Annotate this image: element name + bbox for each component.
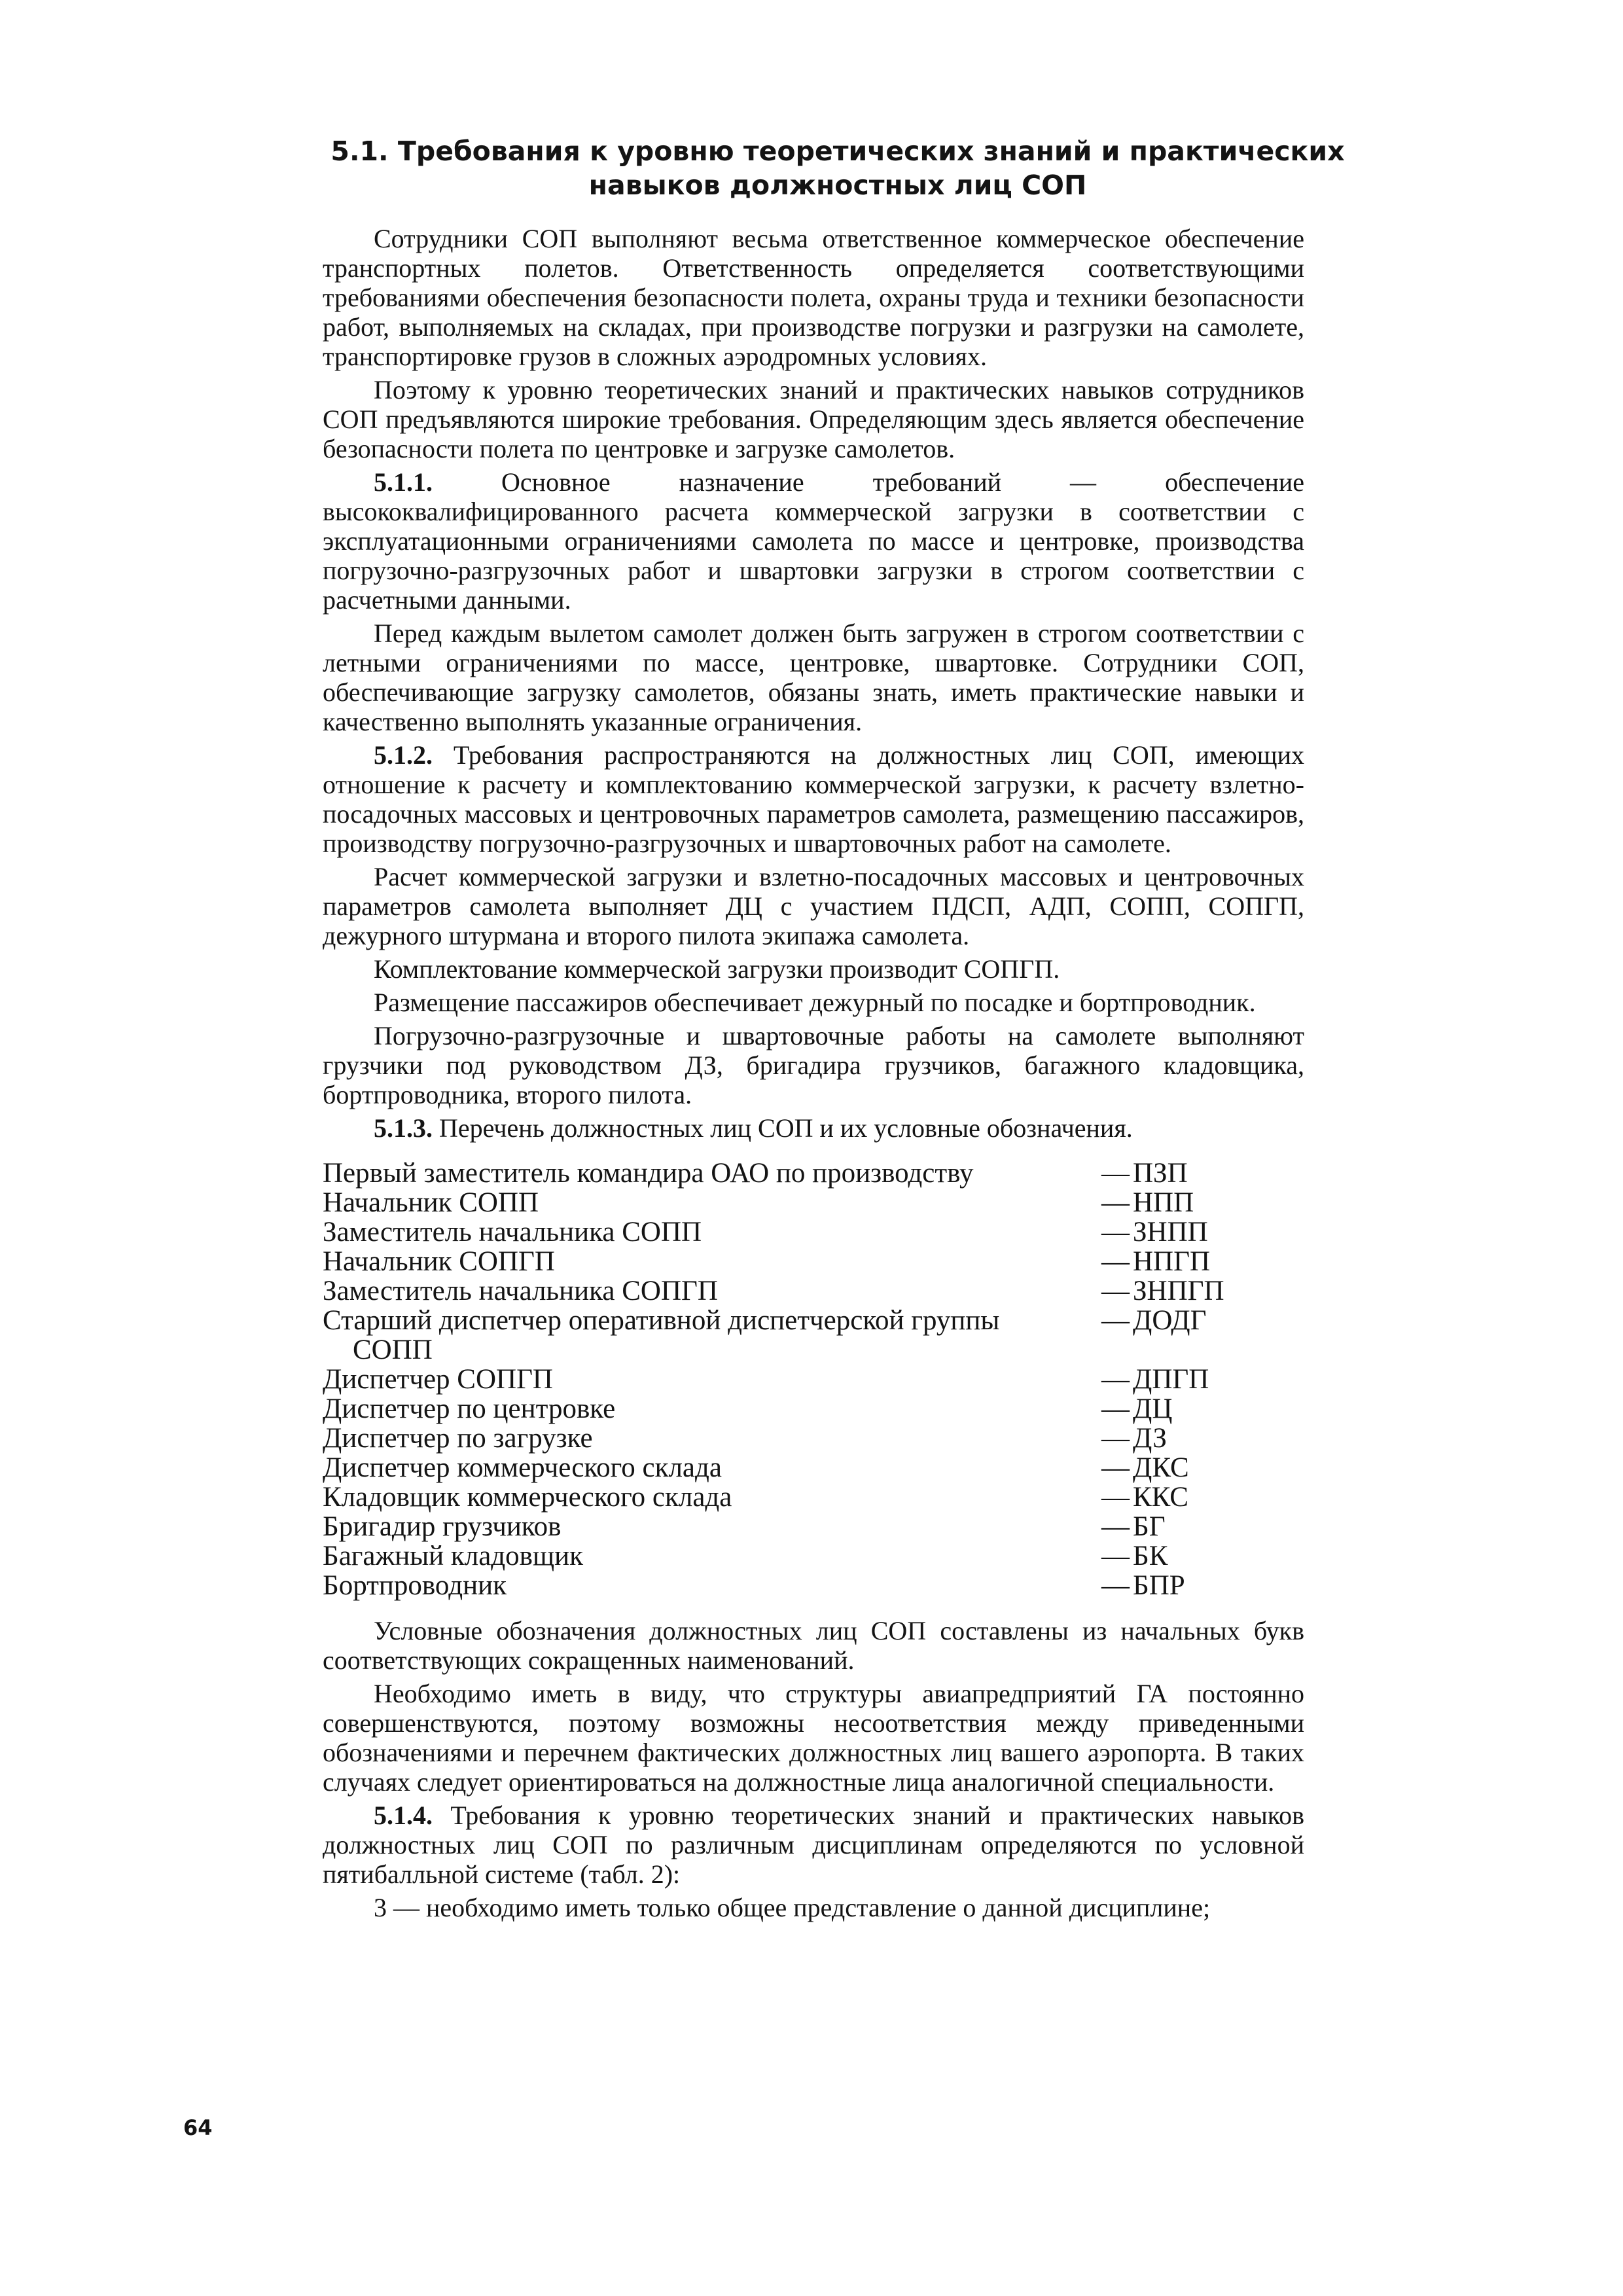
position-code: ДЗ [1133, 1423, 1167, 1454]
abbreviation-row [323, 1453, 1304, 1482]
page-number: 64 [183, 2115, 213, 2140]
paragraph [323, 375, 1304, 463]
body-text [323, 224, 1304, 1926]
position-code: БК [1133, 1541, 1168, 1571]
abbreviation-row [323, 1571, 1304, 1600]
abbreviation-row [323, 1365, 1304, 1394]
paragraphs-before [323, 224, 1304, 1143]
position-name: Заместитель начальника СОПГП [323, 1276, 718, 1306]
dash-separator: — [1101, 1305, 1130, 1336]
position-name: Начальник СОПП [323, 1187, 539, 1218]
abbreviation-row [323, 1188, 1304, 1217]
position-code: НПП [1133, 1187, 1194, 1218]
abbreviation-row [323, 1158, 1304, 1188]
paragraphs-after [323, 1616, 1304, 1922]
abbreviation-list [323, 1158, 1304, 1600]
position-code: ДКС [1133, 1452, 1189, 1483]
dash-separator: — [1101, 1423, 1130, 1454]
position-name: Диспетчер СОПГП [323, 1364, 553, 1395]
abbreviation-row [323, 1306, 1304, 1335]
paragraph-text: Основное назначение требований — обеспечение высококвалифицированного расчета коммерческой загрузки в соответствии с эксплуатационными ограничениями самолета по массе и центровке, производства погрузочно-разгрузочных работ и швартовки загрузки в строгом соответствии с расчетными данными. [323, 467, 1305, 615]
paragraph-text: Необходимо иметь в виду, что структуры авиапредприятий ГА постоянно совершенствуются, поэтому возможны несоответствия между приведенными обозначениями и перечнем фактических должностных лиц вашего аэропорта. В таких случаях следует ориентироваться на должностные лица аналогичной специальности. [323, 1679, 1304, 1797]
position-name: Первый заместитель командира ОАО по производству [323, 1158, 974, 1189]
section-title-line1: 5.1. Требования к уровню теоретических знаний и практических [330, 135, 1345, 167]
position-name: Багажный кладовщик [323, 1541, 584, 1571]
position-name: Бригадир грузчиков [323, 1511, 562, 1542]
position-code: БПР [1133, 1570, 1185, 1601]
paragraph [323, 467, 1304, 615]
dash-separator: — [1101, 1187, 1130, 1218]
clause-number: 5.1.3. [374, 1113, 433, 1143]
dash-separator: — [1101, 1276, 1130, 1306]
paragraph-text: Комплектование коммерческой загрузки производит СОПГП. [374, 954, 1060, 984]
paragraph-text: Расчет коммерческой загрузки и взлетно-посадочных массовых и центровочных параметров самолета выполняет ДЦ с участием ПДСП, АДП, СОПП, СОПГП, дежурного штурмана и второго пилота экипажа самолета. [323, 862, 1304, 950]
position-code: ЗНПГП [1133, 1276, 1224, 1306]
position-name: Диспетчер коммерческого склада [323, 1452, 722, 1483]
section-title-line2: навыков должностных лиц СОП [588, 170, 1087, 201]
abbreviation-row [323, 1394, 1304, 1424]
abbreviation-row [323, 1482, 1304, 1512]
paragraph [323, 1893, 1304, 1922]
position-name: Бортпроводник [323, 1570, 507, 1601]
position-name: Старший диспетчер оперативной диспетчерской группы [323, 1305, 1000, 1336]
position-name: Кладовщик коммерческого склада [323, 1482, 732, 1513]
clause-number: 5.1.2. [374, 740, 433, 770]
paragraph [323, 1801, 1304, 1889]
abbreviation-row [323, 1512, 1304, 1541]
paragraph-text: Условные обозначения должностных лиц СОП составлены из начальных букв соответствующих сокращенных наименований. [323, 1616, 1304, 1675]
dash-separator: — [1101, 1570, 1130, 1601]
position-name: Начальник СОПГП [323, 1246, 555, 1277]
paragraph [323, 1113, 1304, 1143]
position-code: ДЦ [1133, 1393, 1173, 1424]
paragraph-text: 3 — необходимо иметь только общее представление о данной дисциплине; [374, 1893, 1211, 1922]
paragraph [323, 619, 1304, 736]
dash-separator: — [1101, 1246, 1130, 1277]
paragraph [323, 954, 1304, 984]
position-name: Диспетчер по загрузке [323, 1423, 593, 1454]
paragraph-text: Погрузочно-разгрузочные и швартовочные работы на самолете выполняют грузчики под руководством ДЗ, бригадира грузчиков, багажного кладовщика, бортпроводника, второго пилота. [323, 1021, 1304, 1109]
paragraph [323, 740, 1304, 858]
paragraph-text: Требования распространяются на должностных лиц СОП, имеющих отношение к расчету и комплектованию коммерческой загрузки, к расчету взлетно-посадочных массовых и центровочных параметров самолета, размещению пассажиров, производству погрузочно-разгрузочных и швартовочных работ на самолете. [323, 740, 1305, 858]
position-name: Заместитель начальника СОПП [323, 1217, 702, 1247]
abbreviation-row [323, 1247, 1304, 1276]
dash-separator: — [1101, 1158, 1130, 1189]
dash-separator: — [1101, 1541, 1130, 1571]
paragraph [323, 862, 1304, 950]
paragraph-text: Размещение пассажиров обеспечивает дежурный по посадке и бортпроводник. [374, 988, 1256, 1017]
clause-number: 5.1.1. [374, 467, 433, 497]
paragraph [323, 224, 1304, 371]
paragraph-text: Сотрудники СОП выполняют весьма ответственное коммерческое обеспечение транспортных полетов. Ответственность определяется соответствующими требованиями обеспечения безопасности полета, охраны труда и техники безопасности работ, выполняемых на складах, при производстве погрузки и разгрузки на самолете, транспортировке грузов в сложных аэродромных условиях. [323, 224, 1304, 371]
position-code: НПГП [1133, 1246, 1211, 1277]
paragraph [323, 1679, 1304, 1797]
position-code: БГ [1133, 1511, 1166, 1542]
paragraph [323, 1021, 1304, 1109]
abbreviation-row [323, 1541, 1304, 1571]
paragraph [323, 988, 1304, 1017]
dash-separator: — [1101, 1364, 1130, 1395]
position-code: ДОДГ [1133, 1305, 1207, 1336]
dash-separator: — [1101, 1393, 1130, 1424]
dash-separator: — [1101, 1511, 1130, 1542]
position-code: ПЗП [1133, 1158, 1188, 1189]
position-code: ККС [1133, 1482, 1188, 1513]
position-name: Диспетчер по центровке [323, 1393, 616, 1424]
dash-separator: — [1101, 1452, 1130, 1483]
paragraph-text: Требования к уровню теоретических знаний и практических навыков должностных лиц СОП по различным дисциплинам определяются по условной пятибалльной системе (табл. 2): [323, 1801, 1304, 1889]
clause-number: 5.1.4. [374, 1801, 433, 1830]
abbreviation-row [323, 1276, 1304, 1306]
paragraph-text: Поэтому к уровню теоретических знаний и практических навыков сотрудников СОП предъявляются широкие требования. Определяющим здесь является обеспечение безопасности полета по центровке и загрузке самолетов. [323, 375, 1304, 463]
paragraph [323, 1616, 1304, 1675]
position-code: ЗНПП [1133, 1217, 1208, 1247]
dash-separator: — [1101, 1482, 1130, 1513]
dash-separator: — [1101, 1217, 1130, 1247]
position-code: ДПГП [1133, 1364, 1209, 1395]
paragraph-text: Перечень должностных лиц СОП и их условные обозначения. [439, 1113, 1133, 1143]
section-title [314, 134, 1361, 202]
position-name-continuation: СОПП [353, 1335, 433, 1365]
abbreviation-row [323, 1424, 1304, 1453]
abbreviation-row [323, 1217, 1304, 1247]
paragraph-text: Перед каждым вылетом самолет должен быть загружен в строгом соответствии с летными ограничениями по массе, центровке, швартовке. Сотрудники СОП, обеспечивающие загрузку самолетов, обязаны знать, иметь практические навыки и качественно выполнять указанные ограничения. [323, 619, 1304, 736]
